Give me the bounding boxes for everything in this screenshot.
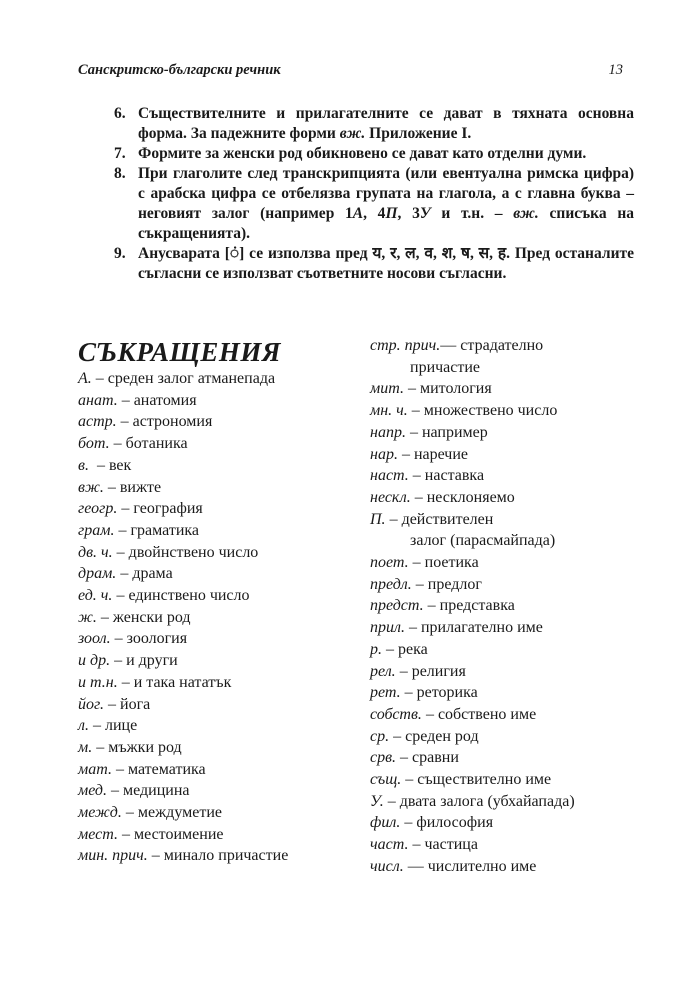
abbreviation-entry (370, 682, 632, 704)
rule-text: Съществителните и прилагателните се дават в тяхната основна форма. За падежните форми вж. Приложение I. (138, 105, 634, 142)
rule-number: 7. (114, 145, 126, 162)
abbreviation-entry (78, 759, 358, 781)
abbreviation-entry (370, 856, 632, 878)
abbreviation-entry (370, 444, 632, 466)
abbreviation-entry (370, 661, 632, 683)
abbreviations-right-column (370, 335, 632, 878)
abbreviation: напр. (370, 423, 406, 441)
separator: – (395, 662, 412, 680)
meaning: собствено име (437, 705, 537, 723)
meaning: наставка (424, 467, 485, 485)
separator: — (440, 337, 461, 354)
separator: – (110, 652, 127, 670)
abbreviation: предст. (370, 597, 424, 615)
meaning-continuation: причастие (410, 358, 481, 376)
separator: – (110, 630, 127, 648)
meaning: двата залога (убхайапада) (399, 792, 575, 810)
separator: – (112, 587, 129, 605)
separator: – (403, 380, 420, 398)
abbreviation-entry (78, 477, 358, 499)
meaning: двойнствено число (128, 543, 259, 561)
separator: – (400, 684, 417, 702)
separator: – (401, 771, 418, 789)
abbreviation-entry (78, 607, 358, 629)
abbreviation-entry (370, 834, 632, 856)
abbreviation: геогр. (78, 500, 118, 518)
meaning: митология (419, 380, 492, 398)
separator: – (116, 565, 133, 583)
separator: – (88, 717, 105, 735)
abbreviation-entry (78, 498, 358, 520)
rule-item (114, 244, 634, 284)
rule-text: Анусварата [ं] се използва пред य, र, ल, व, श, ष, स, ह. Пред останалите съгласни се използват съответните носови съгласни. (138, 245, 634, 282)
abbreviation-entry (370, 639, 632, 661)
meaning: единствено число (128, 587, 250, 605)
abbreviation: П. (370, 510, 386, 528)
abbreviation-entry (370, 791, 632, 813)
meaning: реторика (416, 684, 478, 702)
meaning: вижте (119, 478, 162, 496)
abbreviation-entry (78, 780, 358, 802)
meaning: съществително име (417, 771, 552, 789)
abbreviation: рел. (370, 662, 396, 680)
abbreviation: зоол. (78, 630, 111, 648)
separator: – (408, 554, 425, 572)
abbreviation: собств. (370, 705, 422, 723)
meaning: философия (416, 814, 494, 832)
abbreviation: мин. прич. (78, 847, 148, 865)
rule-number: 8. (114, 165, 126, 182)
running-head (78, 62, 623, 84)
rule-number: 9. (114, 245, 126, 262)
abbreviation: същ. (370, 771, 402, 789)
separator: – (117, 673, 134, 691)
abbreviation: мест. (78, 825, 118, 843)
abbreviation-entry (78, 824, 358, 846)
meaning: среден род (405, 727, 479, 745)
abbreviation-entry (370, 335, 632, 378)
rule-number: 6. (114, 105, 126, 122)
separator: – (117, 500, 134, 518)
rules-list (114, 104, 634, 284)
meaning: граматика (130, 521, 200, 539)
abbreviation-entry (78, 845, 358, 867)
separator: – (405, 423, 422, 441)
separator: – (389, 727, 406, 745)
rule-item (114, 144, 634, 164)
abbreviation: рет. (370, 684, 401, 702)
abbreviation: астр. (78, 413, 117, 431)
abbreviation-entry (370, 487, 632, 509)
abbreviation: межд. (78, 804, 122, 822)
abbreviation: вж. (78, 478, 104, 496)
meaning: и така нататък (133, 673, 232, 691)
rule-text: При глаголите след транскрипцията (или евентуална римска цифра) с арабска цифра се отбелязва групата на глагола, а с главна буква – неговият залог (например 1А, 4П, 3У и т.н. – вж. списъка на съкращенията). (138, 165, 634, 242)
abbreviation: р. (370, 640, 382, 658)
abbreviation: ср. (370, 727, 390, 745)
abbreviation: йог. (78, 695, 105, 713)
meaning: минало причастие (163, 847, 289, 865)
abbreviation: мат. (78, 760, 112, 778)
separator: – (404, 619, 421, 637)
abbreviation-entry (78, 368, 358, 390)
abbreviation-entry (78, 802, 358, 824)
meaning: поетика (424, 554, 479, 572)
separator: – (117, 391, 134, 409)
separator: – (112, 543, 129, 561)
abbreviation-entry (370, 769, 632, 791)
separator: – (116, 413, 133, 431)
abbreviation-entry (78, 628, 358, 650)
section-heading: СЪКРАЩЕНИЯ (78, 337, 281, 367)
separator: – (400, 814, 417, 832)
separator: – (103, 478, 120, 496)
separator: – (104, 695, 121, 713)
meaning: представка (439, 597, 515, 615)
page-number: 13 (608, 62, 623, 78)
abbreviation-entry (370, 509, 632, 552)
abbreviation: срв. (370, 749, 397, 767)
separator: – (408, 467, 425, 485)
abbreviation-entry (78, 390, 358, 412)
separator: – (423, 597, 440, 615)
abbreviation: А. (78, 370, 92, 387)
meaning: математика (127, 760, 206, 778)
abbreviation-entry (370, 595, 632, 617)
meaning: мъжки род (108, 738, 182, 756)
abbreviation: стр. прич. (370, 337, 441, 354)
abbreviation: прил. (370, 619, 405, 637)
abbreviation: в. (78, 456, 89, 474)
separator: – (96, 608, 113, 626)
meaning: география (133, 500, 203, 518)
meaning: и други (126, 652, 178, 670)
abbreviation-entry (78, 433, 358, 455)
abbreviation: ж. (78, 608, 97, 626)
meaning-continuation: залог (парасмайпада) (410, 532, 556, 550)
abbreviation: ед. ч. (78, 587, 113, 605)
abbreviation: фил. (370, 814, 401, 832)
separator: – (382, 640, 398, 658)
abbreviation: дв. ч. (78, 543, 113, 561)
abbreviation-entry (78, 411, 358, 433)
abbreviation-entry (370, 704, 632, 726)
rule-item (114, 104, 634, 144)
separator: – (411, 575, 428, 593)
abbreviation-entry (78, 715, 358, 737)
abbreviation: и т.н. (78, 673, 118, 691)
running-head-title: Санскритско-български речник (78, 62, 281, 78)
meaning: век (108, 456, 132, 474)
meaning: предлог (427, 575, 482, 593)
meaning: река (398, 640, 428, 658)
separator: – (383, 792, 400, 810)
abbreviation-entry (370, 812, 632, 834)
abbreviation-entry (78, 563, 358, 585)
abbreviation-entry (370, 617, 632, 639)
abbreviations-left-column (78, 368, 358, 867)
separator: – (107, 782, 124, 800)
separator: — (403, 857, 428, 875)
abbreviation-entry (78, 737, 358, 759)
meaning: например (421, 423, 488, 441)
abbreviation: част. (370, 836, 409, 854)
abbreviation: поет. (370, 554, 409, 572)
meaning: религия (411, 662, 466, 680)
abbreviation: мед. (78, 782, 108, 800)
abbreviation: предл. (370, 575, 412, 593)
abbreviation-entry (78, 650, 358, 672)
abbreviation: и др. (78, 652, 111, 670)
abbreviation-entry (370, 465, 632, 487)
abbreviation-entry (370, 574, 632, 596)
abbreviation: л. (78, 717, 89, 735)
abbreviation: мн. ч. (370, 402, 408, 420)
meaning: наречие (413, 445, 469, 463)
meaning: ботаника (125, 435, 188, 453)
separator: – (407, 402, 424, 420)
meaning: частица (424, 836, 478, 854)
separator: – (109, 435, 126, 453)
abbreviation: драм. (78, 565, 117, 583)
meaning: множествено число (423, 402, 558, 420)
abbreviation-entry (78, 455, 358, 477)
separator: – (117, 825, 134, 843)
separator: – (92, 738, 109, 756)
abbreviation: м. (78, 738, 93, 756)
meaning: прилагателно име (420, 619, 543, 637)
meaning: анатомия (133, 391, 197, 409)
meaning: астрономия (132, 413, 213, 431)
abbreviation: мит. (370, 380, 404, 398)
abbreviation-entry (370, 422, 632, 444)
abbreviation-entry (370, 726, 632, 748)
separator: – (396, 749, 413, 767)
rule-text: Формите за женски род обикновено се дават като отделни думи. (138, 145, 587, 162)
meaning: несклоняемо (426, 488, 515, 506)
separator: – (410, 488, 427, 506)
abbreviation: числ. (370, 857, 404, 875)
meaning: медицина (123, 782, 190, 800)
meaning: местоимение (133, 825, 224, 843)
meaning: междуметие (137, 804, 222, 822)
meaning: среден залог атманепада (107, 370, 276, 387)
meaning: действителен (401, 510, 494, 528)
rule-item (114, 164, 634, 244)
abbreviation-entry (370, 400, 632, 422)
separator: – (121, 804, 138, 822)
separator: – (385, 510, 402, 528)
meaning: драма (132, 565, 173, 583)
abbreviation-entry (370, 552, 632, 574)
abbreviation: грам. (78, 521, 115, 539)
separator: – (91, 370, 108, 387)
meaning: йога (120, 695, 151, 713)
meaning: числително име (427, 857, 537, 875)
abbreviation: нар. (370, 445, 398, 463)
abbreviation-entry (78, 672, 358, 694)
abbreviation: нескл. (370, 488, 411, 506)
meaning: зоология (126, 630, 188, 648)
abbreviation-entry (78, 542, 358, 564)
abbreviation-entry (78, 520, 358, 542)
abbreviation: бот. (78, 435, 110, 453)
separator: – (111, 760, 128, 778)
meaning: женски род (112, 608, 191, 626)
meaning: страдателно (460, 337, 544, 354)
abbreviation: анат. (78, 391, 118, 409)
abbreviation: У. (370, 792, 384, 810)
meaning: лице (104, 717, 138, 735)
abbreviation: наст. (370, 467, 409, 485)
separator: – (421, 705, 438, 723)
separator: – (88, 456, 109, 474)
separator: – (114, 521, 131, 539)
abbreviation-entry (78, 585, 358, 607)
abbreviation-entry (370, 747, 632, 769)
separator: – (147, 847, 164, 865)
separator: – (408, 836, 425, 854)
abbreviation-entry (78, 694, 358, 716)
separator: – (397, 445, 414, 463)
abbreviation-entry (370, 378, 632, 400)
meaning: сравни (412, 749, 459, 767)
